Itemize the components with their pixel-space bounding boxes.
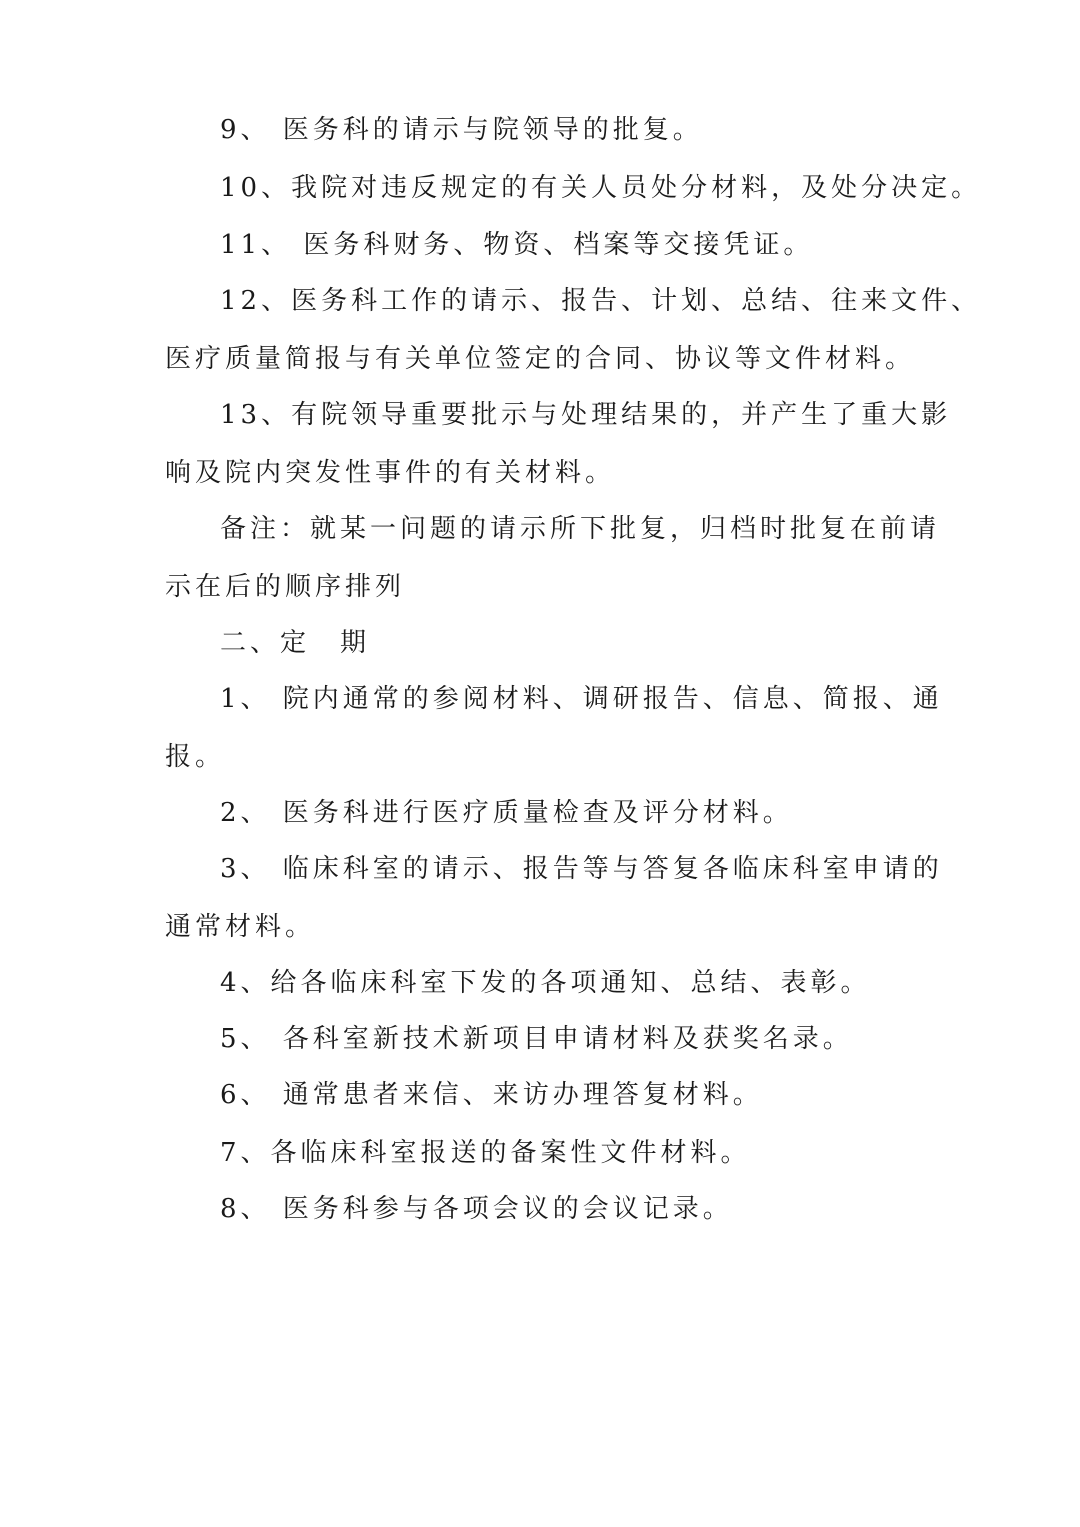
item-13-line-1: 13、有院领导重要批示与处理结果的，并产生了重大影: [220, 400, 952, 430]
periodic-item-1-line-2: 报。: [165, 742, 226, 772]
item-12-line-2: 医疗质量简报与有关单位签定的合同、协议等文件材料。: [165, 344, 916, 374]
note-line-2: 示在后的顺序排列: [165, 572, 406, 602]
periodic-item-2: 2、 医务科进行医疗质量检查及评分材料。: [220, 798, 793, 828]
section-heading-periodic: 二、定 期: [220, 628, 371, 658]
periodic-item-3-line-2: 通常材料。: [165, 912, 316, 942]
periodic-item-7: 7、各临床科室报送的备案性文件材料。: [220, 1138, 751, 1168]
periodic-item-5: 5、 各科室新技术新项目申请材料及获奖名录。: [220, 1024, 853, 1054]
periodic-item-6: 6、 通常患者来信、来访办理答复材料。: [220, 1080, 763, 1110]
item-12-line-1: 12、医务科工作的请示、报告、计划、总结、往来文件、: [220, 286, 982, 316]
periodic-item-8: 8、 医务科参与各项会议的会议记录。: [220, 1194, 733, 1224]
periodic-item-4: 4、给各临床科室下发的各项通知、总结、表彰。: [220, 968, 871, 998]
periodic-item-1-line-1: 1、 院内通常的参阅材料、调研报告、信息、简报、通: [220, 684, 943, 714]
item-10: 10、我院对违反规定的有关人员处分材料，及处分决定。: [220, 173, 982, 203]
item-9: 9、 医务科的请示与院领导的批复。: [220, 115, 703, 145]
periodic-item-3-line-1: 3、 临床科室的请示、报告等与答复各临床科室申请的: [220, 854, 943, 884]
item-13-line-2: 响及院内突发性事件的有关材料。: [165, 458, 616, 488]
note-line-1: 备注：就某一问题的请示所下批复，归档时批复在前请: [220, 514, 941, 544]
item-11: 11、 医务科财务、物资、档案等交接凭证。: [220, 230, 814, 260]
